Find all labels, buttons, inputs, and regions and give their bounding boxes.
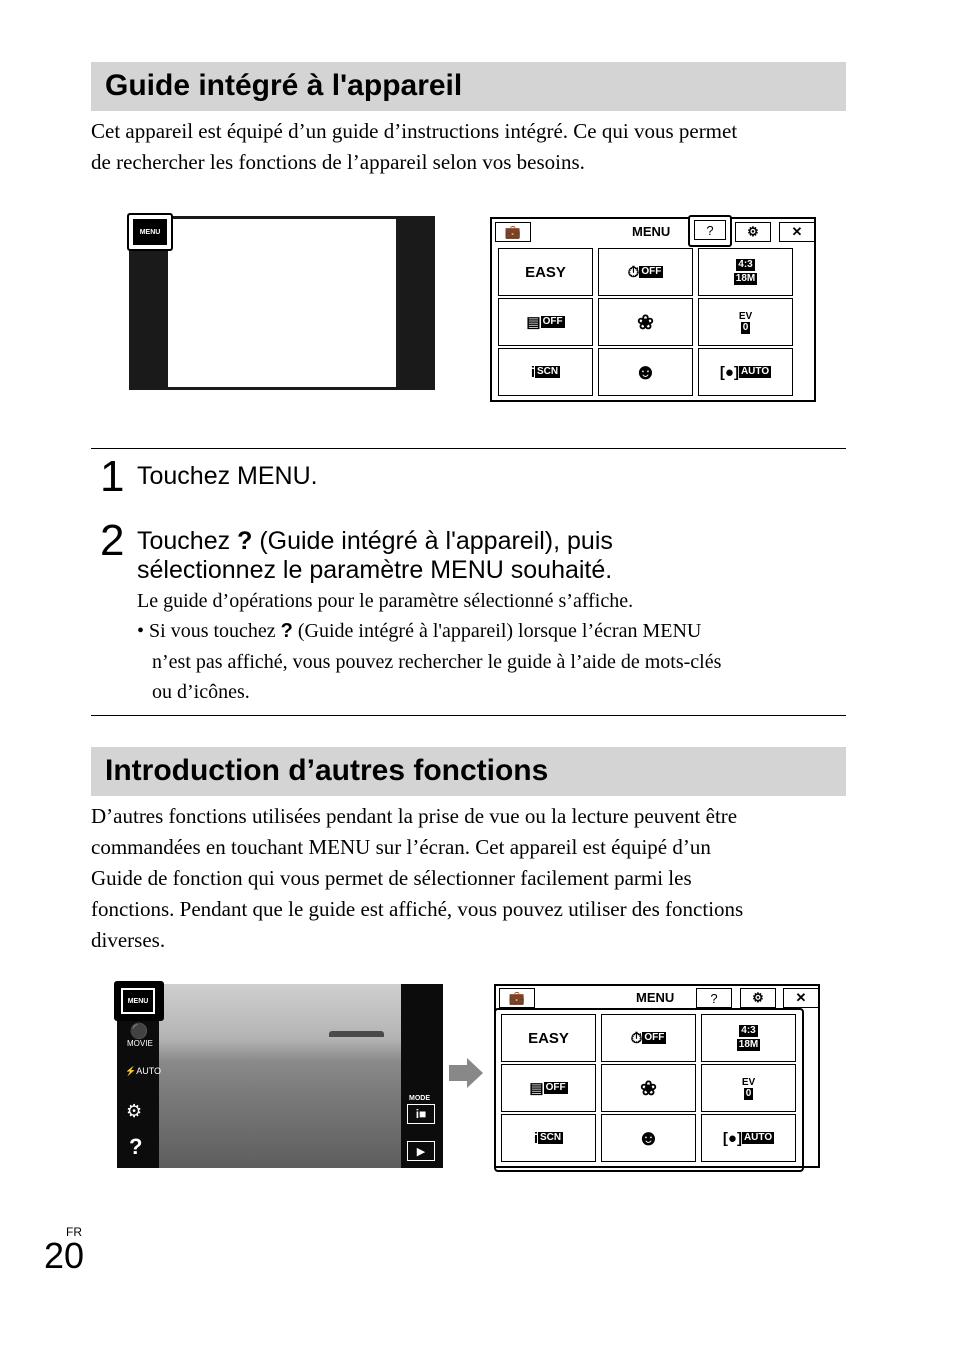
self-timer-cell[interactable] — [601, 1014, 696, 1062]
easy-label: EASY — [525, 263, 566, 281]
intro-paragraph — [91, 116, 737, 178]
screen-viewport — [168, 219, 396, 387]
self-timer-icon: ⏱ — [630, 1029, 643, 1047]
section2-paragraph — [91, 801, 851, 956]
scn-i: i — [530, 363, 536, 381]
step-number: 1 — [100, 452, 125, 501]
text-line: fonctions. Pendant que le guide est affiché, vous pouvez utiliser des fonctions — [91, 897, 744, 921]
menu-highlight — [127, 213, 173, 251]
ev-cell[interactable] — [698, 298, 793, 346]
island-silhouette — [329, 1031, 384, 1037]
menu-title: MENU — [632, 224, 671, 239]
scene-cell[interactable] — [498, 348, 593, 396]
macro-cell[interactable] — [598, 298, 693, 346]
camera-icon: ⚫ — [129, 1023, 149, 1040]
flash-label: AUTO — [136, 1066, 162, 1076]
divider — [91, 448, 846, 449]
help-icon: ? — [280, 620, 293, 642]
help-icon[interactable]: ? — [129, 1134, 143, 1159]
section-title: Introduction d’autres fonctions — [105, 754, 549, 787]
mode-button[interactable]: i ■ — [407, 1104, 435, 1124]
flash-button[interactable] — [125, 1066, 161, 1077]
divider — [91, 715, 846, 716]
self-timer-cell[interactable] — [598, 248, 693, 296]
help-icon[interactable]: ? — [694, 220, 726, 240]
help-icon: ? — [237, 527, 253, 555]
arrow-right-icon — [449, 1058, 485, 1088]
auto-badge: AUTO — [743, 1132, 773, 1143]
help-icon[interactable]: ? — [696, 988, 732, 1008]
step-text: Touchez MENU. — [137, 462, 318, 490]
ev-label: EV — [741, 1076, 756, 1088]
easy-label: EASY — [528, 1029, 569, 1047]
face-detect-cell[interactable] — [698, 348, 793, 396]
ev-value: 0 — [742, 321, 749, 333]
step-text-part: (Guide intégré à l'appareil), puis — [259, 527, 613, 555]
step-text — [137, 527, 613, 556]
camera-settings-icon[interactable]: ⚙ — [126, 1101, 143, 1121]
page-number: 20 — [44, 1235, 85, 1276]
burst-cell[interactable] — [501, 1064, 596, 1112]
text-line: de rechercher les fonctions de l’appareil selon vos besoins. — [91, 150, 585, 174]
step-text-line2: sélectionnez le paramètre MENU souhaité. — [137, 556, 613, 584]
help-highlight — [688, 215, 732, 247]
mode-i: i — [415, 1107, 420, 1121]
text-line: Guide de fonction qui vous permet de sélectionner facilement parmi les — [91, 866, 692, 890]
camera-live-screen — [117, 984, 443, 1168]
auto-badge: AUTO — [740, 366, 770, 377]
scn-badge: SCN — [540, 1132, 562, 1143]
size-badge: 18M — [735, 273, 756, 284]
mode-label: MODE — [409, 1095, 430, 1102]
macro-cell[interactable] — [601, 1064, 696, 1112]
bullet-line — [137, 616, 701, 647]
bullet-line: ou d’icônes. — [152, 681, 250, 703]
menu-title: MENU — [636, 990, 675, 1005]
scene-cell[interactable] — [501, 1114, 596, 1162]
off-badge: OFF — [542, 316, 563, 327]
menu-button[interactable]: MENU — [133, 219, 167, 245]
size-badge: 18M — [738, 1039, 759, 1050]
scn-i: i — [533, 1129, 539, 1147]
self-timer-icon: ⏱ — [627, 263, 640, 281]
step-number: 2 — [100, 516, 125, 565]
off-badge: OFF — [644, 1032, 665, 1043]
image-size-cell[interactable] — [701, 1014, 796, 1062]
easy-mode-cell[interactable] — [498, 248, 593, 296]
menu-highlight — [114, 981, 164, 1021]
macro-flower-icon: ❀ — [640, 1077, 657, 1100]
toolbox-icon[interactable]: 💼 — [495, 222, 531, 242]
off-badge: OFF — [545, 1082, 566, 1093]
face-detect-icon: [●] — [719, 363, 739, 381]
text-line: commandées en touchant MENU sur l’écran. Cet appareil est équipé d’un — [91, 835, 711, 859]
face-detect-icon: [●] — [722, 1129, 742, 1147]
ev-label: EV — [738, 310, 753, 322]
smile-icon: ☻ — [636, 1125, 661, 1150]
smile-cell[interactable] — [598, 348, 693, 396]
burst-cell[interactable] — [498, 298, 593, 346]
beach-photo — [159, 984, 401, 1168]
burst-icon: ▤ — [526, 314, 541, 331]
menu-screen-figure — [494, 984, 820, 1168]
step-text-part: Touchez — [137, 527, 231, 555]
menu-screen-figure — [490, 217, 816, 402]
scn-badge: SCN — [537, 366, 559, 377]
movie-label: MOVIE — [127, 1039, 153, 1048]
gear-icon[interactable]: ⚙ — [735, 222, 771, 242]
image-size-cell[interactable] — [698, 248, 793, 296]
burst-icon: ▤ — [529, 1080, 544, 1097]
bullet-text: Si vous touchez — [149, 620, 276, 642]
gear-icon[interactable]: ⚙ — [740, 988, 776, 1008]
face-detect-cell[interactable] — [701, 1114, 796, 1162]
bullet: • — [137, 620, 145, 642]
section-header-1 — [91, 62, 846, 111]
language-code: FR — [66, 1225, 82, 1239]
ev-cell[interactable] — [701, 1064, 796, 1112]
bullet-line: n’est pas affiché, vous pouvez rechercher le guide à l’aide de mots-clés — [152, 651, 722, 673]
section-header-2 — [91, 747, 846, 796]
aspect-badge: 4:3 — [738, 259, 753, 270]
toolbox-icon[interactable]: 💼 — [499, 988, 535, 1008]
macro-flower-icon: ❀ — [637, 311, 654, 334]
movie-button[interactable] — [127, 1024, 151, 1048]
ev-value: 0 — [745, 1087, 752, 1099]
smile-cell[interactable] — [601, 1114, 696, 1162]
text-line: Cet appareil est équipé d’un guide d’instructions intégré. Ce qui vous permet — [91, 119, 738, 143]
smile-icon: ☻ — [633, 359, 658, 384]
bullet-text: (Guide intégré à l'appareil) lorsque l’écran MENU — [297, 620, 702, 642]
aspect-badge: 4:3 — [741, 1025, 756, 1036]
off-badge: OFF — [641, 266, 662, 277]
section-title: Guide intégré à l'appareil — [105, 69, 463, 102]
camera-screen-figure — [129, 216, 435, 390]
text-line: diverses. — [91, 928, 166, 952]
close-icon[interactable]: ✕ — [779, 222, 815, 242]
step-note: Le guide d’opérations pour le paramètre sélectionné s’affiche. — [137, 590, 634, 612]
easy-mode-cell[interactable] — [501, 1014, 596, 1062]
flash-icon: ⚡ — [125, 1066, 137, 1076]
menu-button[interactable]: MENU — [121, 988, 155, 1014]
playback-button[interactable]: ▶ — [407, 1141, 435, 1161]
text-line: D’autres fonctions utilisées pendant la prise de vue ou la lecture peuvent être — [91, 804, 738, 828]
close-icon[interactable]: ✕ — [783, 988, 819, 1008]
